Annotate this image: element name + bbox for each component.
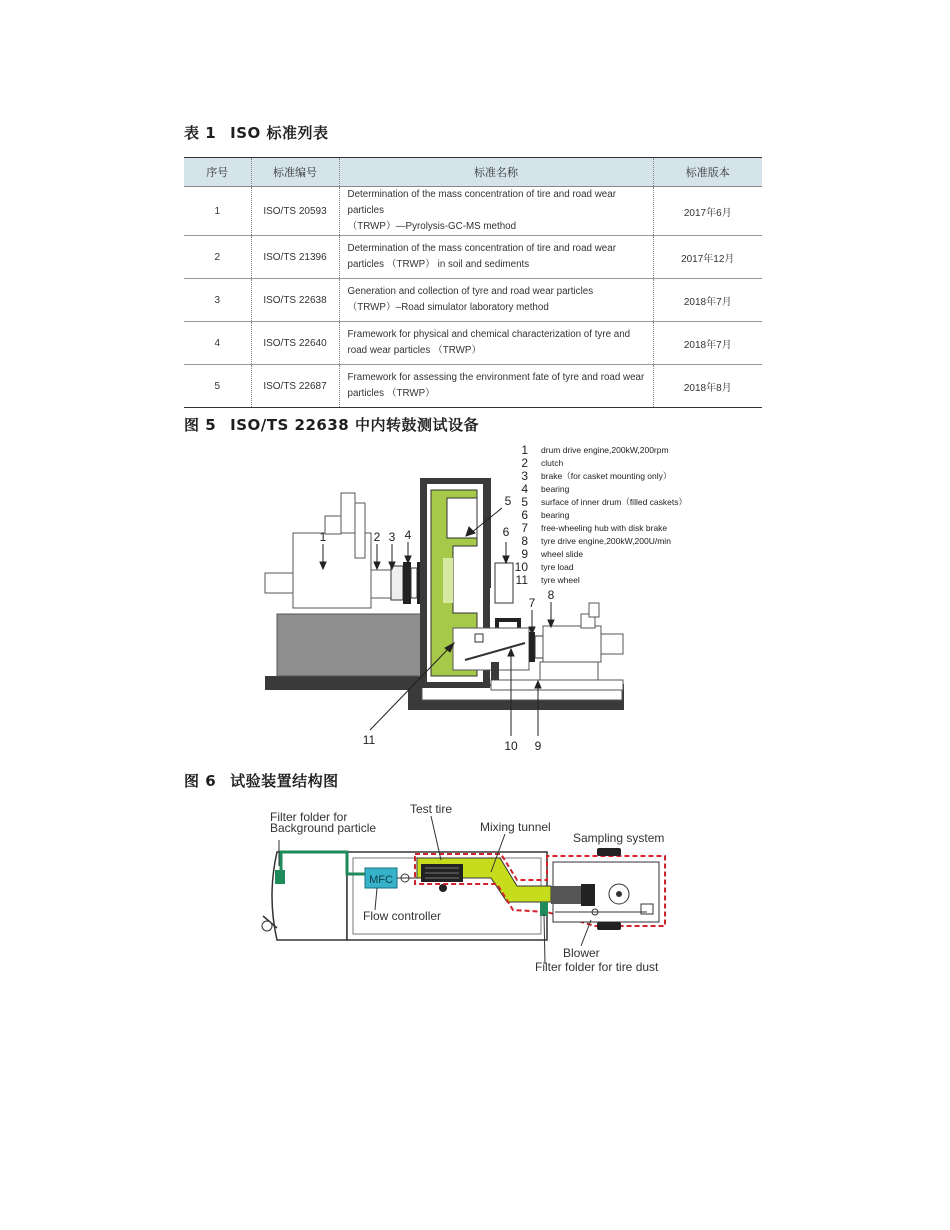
mfc-label: MFC bbox=[369, 874, 393, 886]
figure6-caption: 图 6 试验装置结构图 bbox=[184, 772, 339, 790]
wheel-top bbox=[597, 848, 621, 856]
cell-no: 3 bbox=[184, 279, 251, 322]
svg-text:wheel slide: wheel slide bbox=[541, 549, 584, 559]
cell-name: Determination of the mass concentration of tire and road wear particles （TRWP） in soil and sediments bbox=[339, 236, 653, 279]
cell-no: 2 bbox=[184, 236, 251, 279]
engine-top-tower bbox=[341, 493, 355, 533]
figure5-caption: 图 5 ISO/TS 22638 中内转鼓测试设备 bbox=[184, 416, 479, 434]
svg-text:6: 6 bbox=[521, 508, 528, 522]
mixing-tunnel-label: Mixing tunnel bbox=[480, 820, 551, 834]
trailer-front bbox=[272, 852, 347, 940]
disk-brake bbox=[535, 636, 543, 658]
brake-gap bbox=[411, 568, 417, 598]
svg-text:2: 2 bbox=[521, 456, 528, 470]
cell-no: 5 bbox=[184, 365, 251, 408]
svg-text:free-wheeling hub with disk br: free-wheeling hub with disk brake bbox=[541, 523, 668, 533]
sampling-inlet bbox=[551, 886, 581, 904]
inner-drum-test-rig-figure bbox=[255, 438, 700, 758]
svg-text:8: 8 bbox=[521, 534, 528, 548]
callout-1: 1 bbox=[319, 530, 327, 544]
cell-no: 4 bbox=[184, 322, 251, 365]
cell-code: ISO/TS 22687 bbox=[251, 365, 339, 408]
load-sensor bbox=[475, 634, 483, 642]
filter-background-label-line1: Filter folder for bbox=[270, 810, 348, 824]
test-tire-label: Test tire bbox=[410, 802, 453, 816]
callout-2: 2 bbox=[373, 530, 381, 544]
engine-top-tower-b bbox=[355, 503, 365, 558]
background-filter-folder bbox=[275, 870, 285, 884]
filter-tire-dust-label: Filter folder for tire dust bbox=[535, 960, 659, 974]
cell-no: 1 bbox=[184, 187, 251, 236]
cell-name: Framework for physical and chemical characterization of tyre and road wear particles （TRWP） bbox=[339, 322, 653, 365]
clutch bbox=[391, 566, 403, 600]
brake-disc-a bbox=[403, 562, 411, 604]
svg-text:clutch: clutch bbox=[541, 458, 564, 468]
figure5-legend bbox=[515, 443, 687, 587]
cell-version: 2018年7月 bbox=[653, 322, 762, 365]
cell-name: Framework for assessing the environment fate of tyre and road wear particles （TRWP） bbox=[339, 365, 653, 408]
slide-support bbox=[491, 662, 499, 680]
svg-text:bearing: bearing bbox=[541, 484, 570, 494]
cell-code: ISO/TS 22638 bbox=[251, 279, 339, 322]
svg-text:bearing: bearing bbox=[541, 510, 570, 520]
filter-background-label-line2: Background particle bbox=[270, 821, 377, 835]
cell-version: 2018年7月 bbox=[653, 279, 762, 322]
free-wheeling-hub bbox=[529, 632, 535, 662]
svg-text:7: 7 bbox=[521, 521, 528, 535]
svg-text:surface of inner drum（filled c: surface of inner drum（filled caskets） bbox=[541, 497, 687, 507]
table-row bbox=[184, 236, 762, 279]
col-header-name: 标准名称 bbox=[339, 158, 653, 187]
sampling-system-label: Sampling system bbox=[573, 831, 665, 845]
bearing-6 bbox=[495, 563, 513, 603]
cell-code: ISO/TS 21396 bbox=[251, 236, 339, 279]
svg-text:tyre wheel: tyre wheel bbox=[541, 575, 580, 585]
tire-dust-filter bbox=[540, 902, 548, 916]
engine-top-block bbox=[325, 516, 341, 534]
tyre-engine-shaft bbox=[601, 634, 623, 654]
cell-version: 2018年8月 bbox=[653, 365, 762, 408]
cell-code: ISO/TS 20593 bbox=[251, 187, 339, 236]
col-header-no: 序号 bbox=[184, 158, 251, 187]
svg-text:tyre load: tyre load bbox=[541, 562, 574, 572]
motor-shaft-end bbox=[265, 573, 293, 593]
sampling-filter bbox=[581, 884, 595, 906]
callout-8: 8 bbox=[547, 588, 555, 602]
drum-hub-region bbox=[443, 558, 453, 603]
blower-label: Blower bbox=[563, 946, 600, 960]
callout-11: 11 bbox=[362, 733, 376, 747]
svg-text:5: 5 bbox=[521, 495, 528, 509]
svg-text:10: 10 bbox=[514, 560, 528, 574]
tow-hitch-icon bbox=[262, 921, 272, 931]
cell-version: 2017年12月 bbox=[653, 236, 762, 279]
callout-10: 10 bbox=[504, 739, 518, 753]
table-row bbox=[184, 365, 762, 408]
col-header-version: 标准版本 bbox=[653, 158, 762, 187]
callout-4: 4 bbox=[404, 528, 412, 542]
rig-base-plate bbox=[265, 676, 422, 690]
tire-axle bbox=[439, 884, 447, 892]
table-caption: 表 1 ISO 标准列表 bbox=[184, 124, 329, 142]
drum-right-wall bbox=[483, 478, 491, 588]
cell-version: 2017年6月 bbox=[653, 187, 762, 236]
col-header-code: 标准编号 bbox=[251, 158, 339, 187]
svg-text:brake（for casket mounting only: brake（for casket mounting only） bbox=[541, 471, 672, 481]
coupling bbox=[371, 570, 391, 598]
callout-5: 5 bbox=[504, 494, 512, 508]
svg-text:tyre drive engine,200kW,200U/m: tyre drive engine,200kW,200U/min bbox=[541, 536, 671, 546]
tyre-engine-mount bbox=[540, 662, 598, 680]
table-header-row bbox=[184, 158, 762, 187]
table-row bbox=[184, 279, 762, 322]
svg-text:11: 11 bbox=[515, 573, 528, 587]
tyre-engine-top-b bbox=[589, 603, 599, 617]
iso-standards-table bbox=[184, 157, 762, 408]
wheel-bottom bbox=[597, 922, 621, 930]
svg-text:drum drive engine,200kW,200rpm: drum drive engine,200kW,200rpm bbox=[541, 445, 669, 455]
svg-text:9: 9 bbox=[521, 547, 528, 561]
blower-hub bbox=[616, 891, 622, 897]
test-setup-structure-figure bbox=[255, 800, 675, 980]
tyre-drive-engine bbox=[543, 626, 601, 662]
callout-7: 7 bbox=[528, 596, 536, 610]
cell-name: Determination of the mass concentration of tire and road wear particles （TRWP）—Pyrolysis-GC-MS method bbox=[339, 187, 653, 236]
table-row bbox=[184, 322, 762, 365]
svg-text:1: 1 bbox=[521, 443, 528, 457]
callout-6: 6 bbox=[502, 525, 510, 539]
flow-controller-label: Flow controller bbox=[363, 909, 442, 923]
svg-text:3: 3 bbox=[521, 469, 528, 483]
callout-3: 3 bbox=[388, 530, 396, 544]
cell-name: Generation and collection of tyre and road wear particles （TRWP）–Road simulator laboratory method bbox=[339, 279, 653, 322]
svg-text:4: 4 bbox=[521, 482, 528, 496]
engine-pedestal bbox=[277, 614, 422, 676]
cell-code: ISO/TS 22640 bbox=[251, 322, 339, 365]
callout-9: 9 bbox=[534, 739, 542, 753]
table-row bbox=[184, 187, 762, 236]
